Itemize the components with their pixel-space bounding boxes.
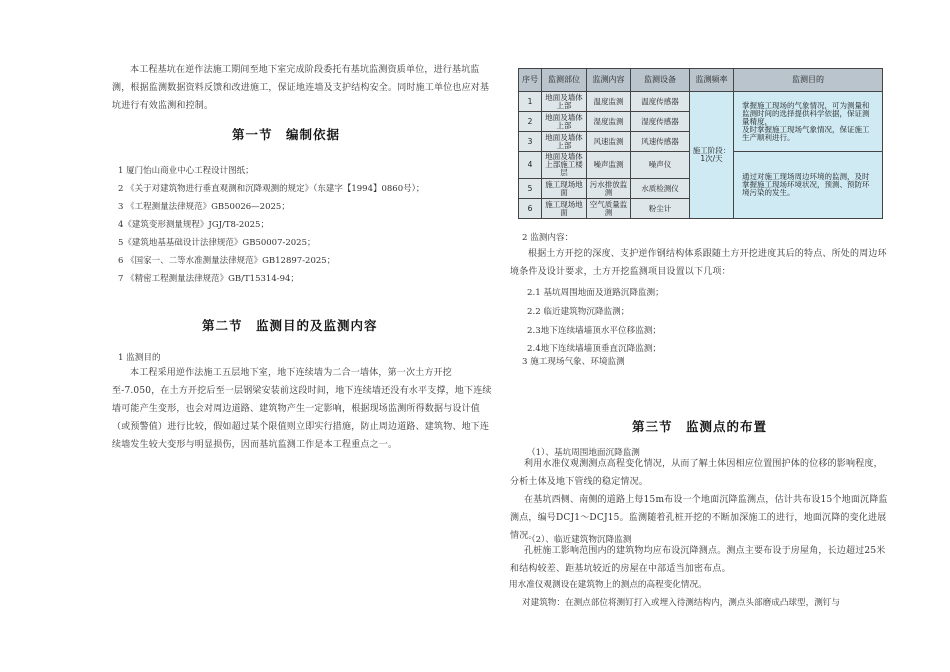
paragraph: 用水准仪观测设在建筑物上的测点的高程变化情况。 — [509, 580, 707, 590]
purpose-paragraph: 本工程采用逆作法施工五层地下室，地下连续墙为二合一墙体，第一次土方开挖至-7.050，在土方开挖后至一层钢梁安装前这段时间，地下连续墙还没有水平支撑，地下连续墙可能产生变形，也会对周边道路、建筑物产生一定影响，根据现场监测所得数据与设计值（或预警值）进行比较，假如超过某个限值则立即实行措施，防止周边道路、建筑物、地下连续墙发生较大变形与明显损伤，因而基坑监测工作是本工程重点之一。 — [112, 368, 492, 450]
cell-no: 3 — [519, 132, 542, 152]
header-part: 监测部位 — [542, 69, 587, 92]
section2-title: 第二节 监测目的及监测内容 — [202, 318, 378, 333]
cell-content: 湿度监测 — [587, 112, 631, 132]
cell-device: 温度传感器 — [631, 92, 690, 112]
paragraph: 孔桩施工影响范围内的建筑物均应布设沉降测点。测点主要布设于房屋角，长边超过25米和结构较差、距基坑较近的房屋在中部适当加密布点。 — [510, 546, 886, 574]
cell-purpose-weather: 掌握施工现场的气象情况，可为测量和监测时间的选择提供科学依据，保证测量精度， 及时掌握施工现场气象情况，保证施工生产顺利进行。 — [734, 92, 883, 152]
cell-device: 粉尘计 — [631, 199, 690, 219]
subsection-heading: （1）、基坑周围地面沉降监测 — [527, 448, 640, 458]
cell-no: 6 — [519, 199, 542, 219]
content-item: 2.2 临近建筑物沉降监测； — [527, 307, 630, 317]
reference-item: 6 《国家一、二等水准测量法律规范》GB12897-2025； — [118, 256, 336, 266]
content-paragraph: 根据土方开挖的深度、支护逆作钢结构体系跟随土方开挖进度其后的特点、所处的周边环境条件及设计要求，土方开挖监测项目设置以下几项： — [510, 249, 887, 277]
cell-content: 风速监测 — [587, 132, 631, 152]
content-item: 2.4地下连续墙墙顶垂直沉降监测； — [527, 344, 661, 354]
cell-part: 地面及墙体上部 — [542, 112, 587, 132]
cell-part: 施工现场地面 — [542, 199, 587, 219]
reference-item: 7 《精密工程测量法律规范》GB/T15314-94； — [118, 274, 299, 284]
paragraph: 对建筑物：在测点部位将测钉打入或埋入待测结构内，测点头部磨成凸球型，测钉与 — [522, 598, 840, 608]
cell-part: 施工现场地面 — [542, 179, 587, 199]
reference-item: 5《建筑地基基础设计法律规范》GB50007-2025； — [118, 238, 316, 248]
cell-content: 噪声监测 — [587, 152, 631, 179]
cell-part: 地面及墙体上部 — [542, 132, 587, 152]
cell-no: 5 — [519, 179, 542, 199]
content-item: 2.1 基坑周围地面及道路沉降监测； — [527, 288, 664, 298]
content-heading: 2 监测内容： — [522, 233, 574, 243]
cell-content: 空气质量监测 — [587, 199, 631, 219]
reference-item: 3 《工程测量法律规范》GB50026—2025； — [118, 202, 290, 212]
cell-device: 水质检测仪 — [631, 179, 690, 199]
purpose-heading: 1 监测目的 — [118, 353, 161, 363]
cell-no: 2 — [519, 112, 542, 132]
monitoring-table — [518, 68, 883, 219]
cell-purpose-env: 通过对施工现场周边环境的监测，及时掌握施工现场环境状况，预测、预防环境污染的发生。 — [734, 152, 883, 219]
header-no: 序号 — [519, 69, 542, 92]
cell-frequency: 施工阶段：1次/天 — [690, 92, 734, 219]
table-row — [519, 92, 883, 112]
cell-device: 风速传感器 — [631, 132, 690, 152]
reference-item: 2 《关于对建筑物进行垂直观测和沉降观测的规定》（东建字【1994】0860号）； — [118, 184, 425, 194]
header-frequency: 监测频率 — [690, 69, 734, 92]
cell-device: 湿度传感器 — [631, 112, 690, 132]
content-item: 2.3地下连续墙墙顶水平位移监测； — [527, 326, 661, 336]
reference-item: 4《建筑变形测量规程》JGJ/T8-2025； — [118, 220, 269, 230]
content-item: 3 施工现场气象、环境监测 — [522, 357, 625, 367]
cell-content: 温度监测 — [587, 92, 631, 112]
header-content: 监测内容 — [587, 69, 631, 92]
reference-item: 1 厦门怡山商业中心工程设计图纸； — [118, 166, 254, 176]
cell-part: 地面及墙体上部施工楼层 — [542, 152, 587, 179]
header-device: 监测设备 — [631, 69, 690, 92]
cell-device: 噪声仪 — [631, 152, 690, 179]
header-purpose: 监测目的 — [734, 69, 883, 92]
section3-title: 第三节 监测点的布置 — [632, 419, 768, 434]
section1-title: 第一节 编制依据 — [232, 127, 341, 142]
cell-part: 地面及墙体上部 — [542, 92, 587, 112]
intro-paragraph: 本工程基坑在逆作法施工期间至地下室完成阶段委托有基坑监测资质单位，进行基坑监测，根据监测数据资料反馈和改进施工，保证地连墙及支护结构安全。同时施工单位也应对基坑进行有效监测和控制。 — [112, 65, 490, 111]
cell-no: 1 — [519, 92, 542, 112]
cell-no: 4 — [519, 152, 542, 179]
paragraph: 利用水准仪观测测点高程变化情况，从而了解土体因相应位置围护体的位移的影响程度，分析土体及地下管线的稳定情况。 — [510, 459, 883, 487]
cell-content: 污水排放监测 — [587, 179, 631, 199]
paragraph: 在基坑西侧、南侧的道路上每15m布设一个地面沉降监测点，估计共布设15个地面沉降监测点，编号DCJ1～DCJ15。监测随着孔桩开挖的不断加深施工的进行，地面沉降的变化进展情况。 — [510, 495, 888, 541]
subsection-heading: （2）、临近建筑物沉降监测 — [527, 535, 632, 545]
table-header-row — [519, 69, 883, 92]
